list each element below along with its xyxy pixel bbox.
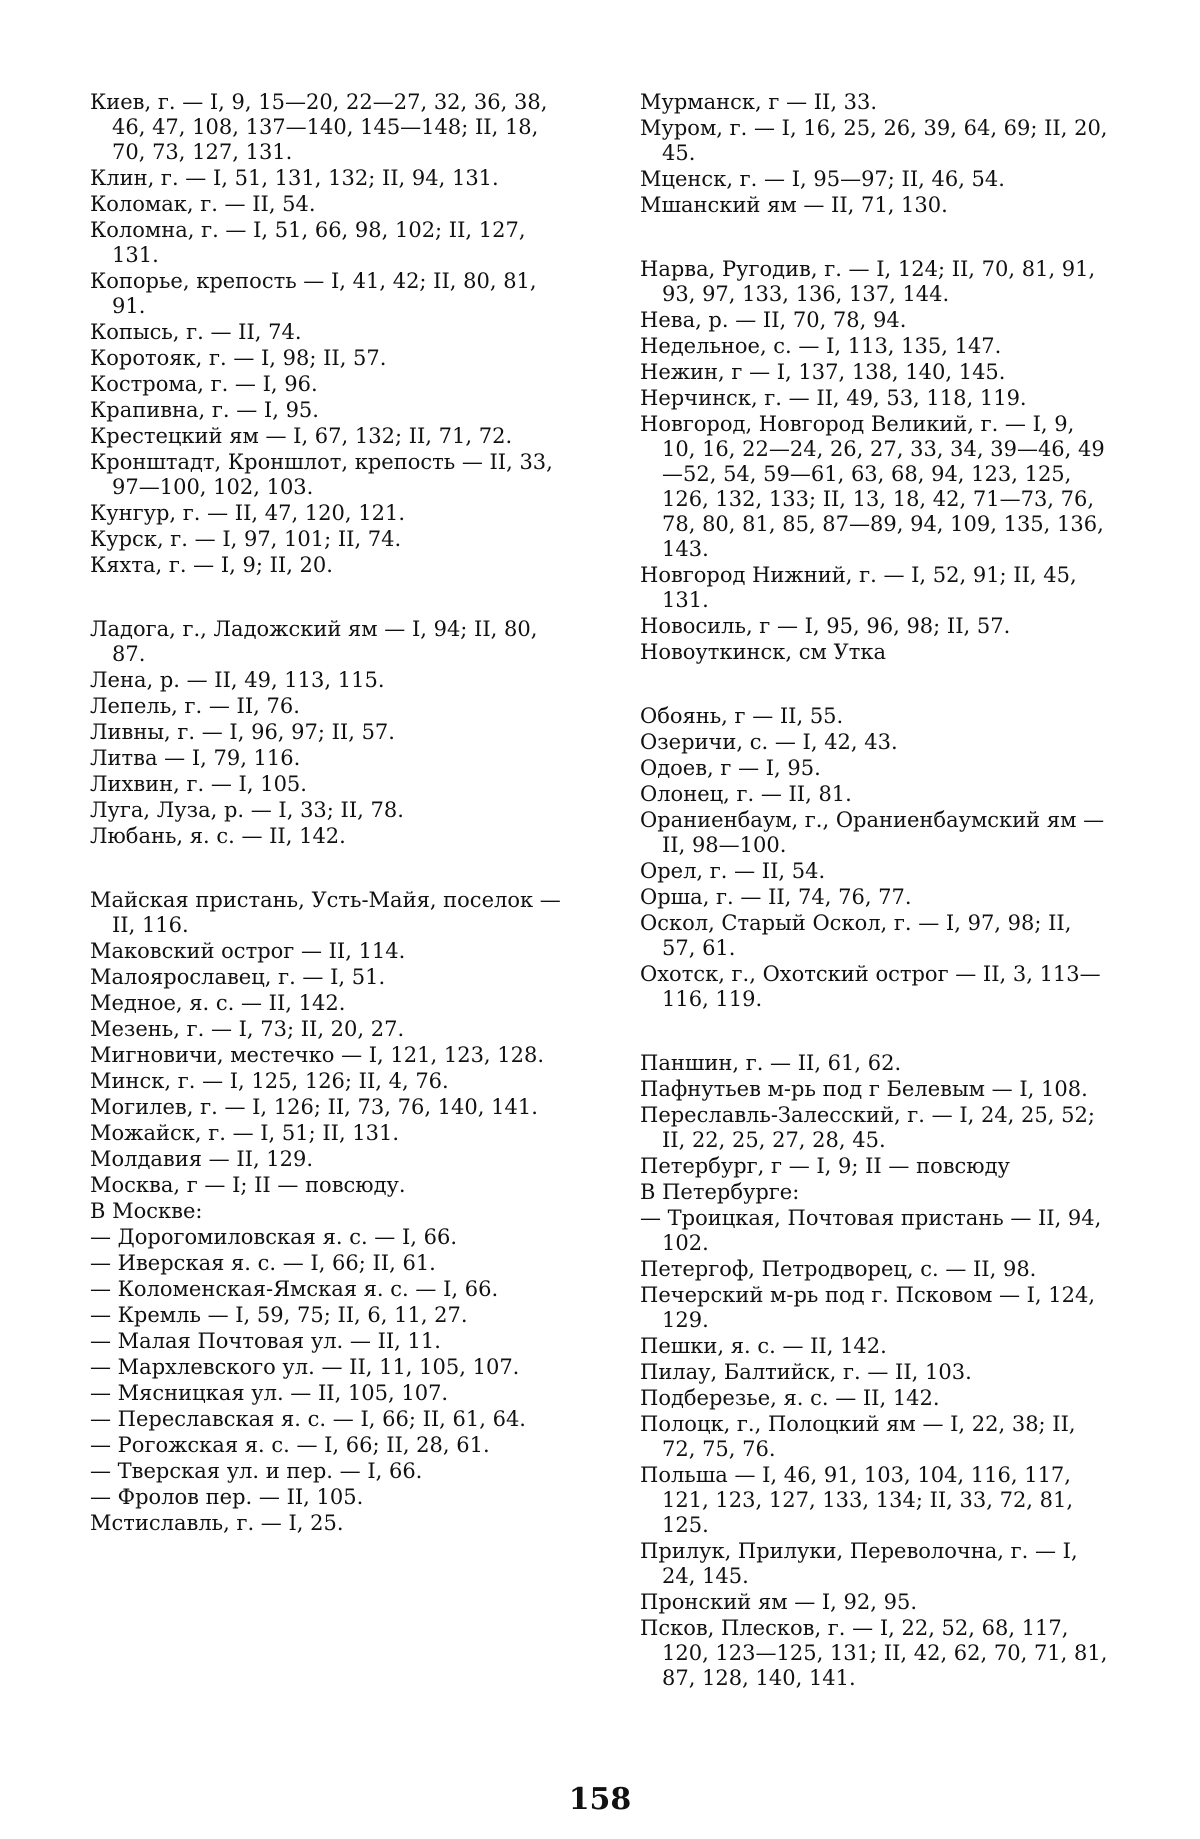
index-entry: Медное, я. с. — II, 142. [90, 991, 346, 1015]
index-entry: Киев, г. — I, 9, 15—20, 22—27, 32, 36, 38, 46, 47, 108, 137—140, 145—148; II, 18, 70, 73, 127, 131. [90, 90, 548, 164]
section-gap [90, 579, 565, 617]
index-entry: — Рогожская я. с. — I, 66; II, 28, 61. [90, 1433, 490, 1457]
index-entry: Клин, г. — I, 51, 131, 132; II, 94, 131. [90, 166, 499, 190]
index-column-left [90, 90, 565, 1537]
index-entry: Минск, г. — I, 125, 126; II, 4, 76. [90, 1069, 449, 1093]
index-entry: Новгород Нижний, г. — I, 52, 91; II, 45, 131. [640, 563, 1077, 612]
index-entry: Нежин, г — I, 137, 138, 140, 145. [640, 360, 1006, 384]
index-entry: Могилев, г. — I, 126; II, 73, 76, 140, 141. [90, 1095, 538, 1119]
index-entry: Польша — I, 46, 91, 103, 104, 116, 117, 121, 123, 127, 133, 134; II, 33, 72, 81, 125. [640, 1463, 1074, 1537]
index-entry: Мценск, г. — I, 95—97; II, 46, 54. [640, 167, 1005, 191]
index-entry: Пафнутьев м-рь под г Белевым — I, 108. [640, 1077, 1088, 1101]
index-entry: — Троицкая, Почтовая пристань — II, 94, 102. [640, 1206, 1102, 1255]
page-number: 158 [568, 1782, 632, 1817]
index-entry: Лихвин, г. — I, 105. [90, 772, 307, 796]
index-entry: Курск, г. — I, 97, 101; II, 74. [90, 527, 402, 551]
index-entry: Москва, г — I; II — повсюду. [90, 1173, 406, 1197]
index-entry: Можайск, г. — I, 51; II, 131. [90, 1121, 400, 1145]
index-entry: Кронштадт, Кроншлот, крепость — II, 33, 97—100, 102, 103. [90, 450, 553, 499]
index-entry: Новгород, Новгород Великий, г. — I, 9, 10, 16, 22—24, 26, 27, 33, 34, 39—46, 49—52, 54, 59—61, 63, 68, 94, 123, 125, 126, 132, 133; II, 13, 18, 42, 71—73, 76, 78, 80, 81, 85, 87—89, 94, 109, 135, 136, 143. [640, 412, 1105, 561]
index-entry: Лена, р. — II, 49, 113, 115. [90, 668, 385, 692]
index-entry: Нерчинск, г. — II, 49, 53, 118, 119. [640, 386, 1027, 410]
section-gap [640, 666, 1110, 704]
index-entry: Крестецкий ям — I, 67, 132; II, 71, 72. [90, 424, 513, 448]
index-entry: Кунгур, г. — II, 47, 120, 121. [90, 501, 405, 525]
index-entry: Олонец, г. — II, 81. [640, 782, 852, 806]
index-entry: Переславль-Залесский, г. — I, 24, 25, 52; II, 22, 25, 27, 28, 45. [640, 1103, 1095, 1152]
index-entry: Малоярославец, г. — I, 51. [90, 965, 386, 989]
index-entry: — Мархлевского ул. — II, 11, 105, 107. [90, 1355, 520, 1379]
index-entry: Ораниенбаум, г., Ораниенбаумский ям — II, 98—100. [640, 808, 1105, 857]
index-entry: — Фролов пер. — II, 105. [90, 1485, 364, 1509]
index-entry: Литва — I, 79, 116. [90, 746, 301, 770]
index-entry: Псков, Плесков, г. — I, 22, 52, 68, 117, 120, 123—125, 131; II, 42, 62, 70, 71, 81, 87, 128, 140, 141. [640, 1616, 1108, 1690]
index-entry: — Кремль — I, 59, 75; II, 6, 11, 27. [90, 1303, 468, 1327]
index-entry: Недельное, с. — I, 113, 135, 147. [640, 334, 1002, 358]
index-entry: Петербург, г — I, 9; II — повсюду [640, 1154, 1010, 1178]
index-entry: — Дорогомиловская я. с. — I, 66. [90, 1225, 458, 1249]
section-gap [640, 219, 1110, 257]
index-entry: Подберезье, я. с. — II, 142. [640, 1386, 940, 1410]
index-entry: Мурманск, г — II, 33. [640, 90, 878, 114]
index-entry: В Петербурге: [640, 1180, 800, 1204]
index-entry: Мстиславль, г. — I, 25. [90, 1511, 344, 1535]
index-entry: Петергоф, Петродворец, с. — II, 98. [640, 1257, 1037, 1281]
index-entry: Майская пристань, Усть-Майя, поселок — II, 116. [90, 888, 561, 937]
index-entry: Копорье, крепость — I, 41, 42; II, 80, 81, 91. [90, 269, 537, 318]
index-entry: Луга, Луза, р. — I, 33; II, 78. [90, 798, 404, 822]
index-entry: Одоев, г — I, 95. [640, 756, 821, 780]
index-entry: — Иверская я. с. — I, 66; II, 61. [90, 1251, 436, 1275]
index-entry: Ладога, г., Ладожский ям — I, 94; II, 80, 87. [90, 617, 538, 666]
index-entry: Муром, г. — I, 16, 25, 26, 39, 64, 69; II, 20, 45. [640, 116, 1108, 165]
index-entry: Обоянь, г — II, 55. [640, 704, 844, 728]
index-entry: Новосиль, г — I, 95, 96, 98; II, 57. [640, 614, 1011, 638]
index-entry: — Малая Почтовая ул. — II, 11. [90, 1329, 441, 1353]
index-entry: Озеричи, с. — I, 42, 43. [640, 730, 898, 754]
index-entry: — Переславская я. с. — I, 66; II, 61, 64. [90, 1407, 526, 1431]
index-entry: — Коломенская-Ямская я. с. — I, 66. [90, 1277, 499, 1301]
index-entry: — Тверская ул. и пер. — I, 66. [90, 1459, 423, 1483]
index-entry: Мигновичи, местечко — I, 121, 123, 128. [90, 1043, 545, 1067]
index-entry: Оскол, Старый Оскол, г. — I, 97, 98; II, 57, 61. [640, 911, 1072, 960]
index-entry: Полоцк, г., Полоцкий ям — I, 22, 38; II, 72, 75, 76. [640, 1412, 1076, 1461]
index-entry: Пешки, я. с. — II, 142. [640, 1334, 887, 1358]
index-entry: Лепель, г. — II, 76. [90, 694, 300, 718]
index-entry: Коломак, г. — II, 54. [90, 192, 316, 216]
index-entry: — Мясницкая ул. — II, 105, 107. [90, 1381, 449, 1405]
index-entry: Охотск, г., Охотский острог — II, 3, 113—116, 119. [640, 962, 1101, 1011]
index-entry: Паншин, г. — II, 61, 62. [640, 1051, 902, 1075]
index-entry: Молдавия — II, 129. [90, 1147, 314, 1171]
index-entry: Ливны, г. — I, 96, 97; II, 57. [90, 720, 395, 744]
index-entry: Новоуткинск, см Утка [640, 640, 886, 664]
index-entry: Кяхта, г. — I, 9; II, 20. [90, 553, 333, 577]
section-gap [90, 850, 565, 888]
index-entry: Орша, г. — II, 74, 76, 77. [640, 885, 912, 909]
index-entry: Крапивна, г. — I, 95. [90, 398, 319, 422]
index-entry: Маковский острог — II, 114. [90, 939, 406, 963]
index-entry: Копысь, г. — II, 74. [90, 320, 302, 344]
index-entry: Нарва, Ругодив, г. — I, 124; II, 70, 81, 91, 93, 97, 133, 136, 137, 144. [640, 257, 1096, 306]
index-entry: Коломна, г. — I, 51, 66, 98, 102; II, 127, 131. [90, 218, 526, 267]
index-entry: Мезень, г. — I, 73; II, 20, 27. [90, 1017, 405, 1041]
index-entry: В Москве: [90, 1199, 203, 1223]
index-entry: Орел, г. — II, 54. [640, 859, 826, 883]
index-entry: Коротояк, г. — I, 98; II, 57. [90, 346, 387, 370]
index-entry: Пронский ям — I, 92, 95. [640, 1590, 917, 1614]
index-entry: Печерский м-рь под г. Псковом — I, 124, 129. [640, 1283, 1096, 1332]
index-entry: Нева, р. — II, 70, 78, 94. [640, 308, 907, 332]
index-entry: Мшанский ям — II, 71, 130. [640, 193, 948, 217]
index-column-right [640, 90, 1110, 1692]
index-entry: Пилау, Балтийск, г. — II, 103. [640, 1360, 972, 1384]
index-entry: Прилук, Прилуки, Переволочна, г. — I, 24, 145. [640, 1539, 1078, 1588]
section-gap [640, 1013, 1110, 1051]
index-entry: Кострома, г. — I, 96. [90, 372, 318, 396]
index-entry: Любань, я. с. — II, 142. [90, 824, 346, 848]
